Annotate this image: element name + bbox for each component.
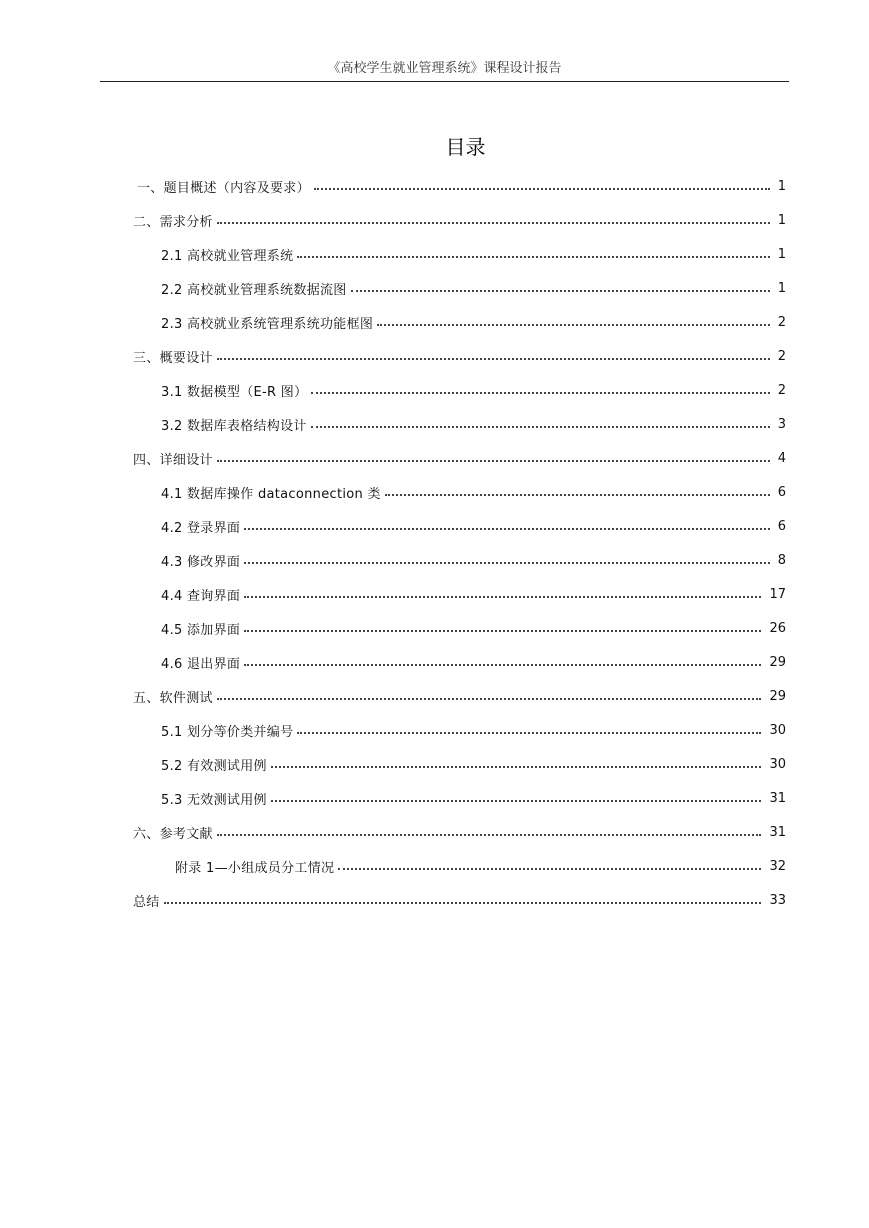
toc-entry-page: 33: [769, 892, 786, 908]
toc-entry[interactable]: [161, 244, 786, 264]
toc-entry-label: 五、软件测试: [133, 690, 213, 706]
toc-entry[interactable]: [161, 754, 786, 774]
running-header: 《高校学生就业管理系统》课程设计报告: [327, 61, 562, 76]
toc-entry-label: 3.2 数据库表格结构设计: [161, 418, 307, 434]
dot-leader: [385, 490, 770, 496]
toc-entry-label: 3.1 数据模型（E-R 图）: [161, 384, 308, 400]
toc-entry[interactable]: [161, 414, 786, 434]
toc-entry[interactable]: [133, 346, 786, 366]
toc-entry[interactable]: [175, 856, 786, 876]
toc-entry-page: 3: [777, 416, 786, 432]
dot-leader: [271, 762, 762, 768]
toc-entry[interactable]: [161, 720, 786, 740]
toc-entry-label: 2.2 高校就业管理系统数据流图: [161, 282, 347, 298]
toc-entry-label: 四、详细设计: [133, 452, 213, 468]
toc-entry[interactable]: [161, 584, 786, 604]
toc-entry-label: 5.1 划分等价类并编号: [161, 724, 294, 740]
toc-entry-label: 总结: [133, 894, 160, 910]
toc-entry-page: 26: [769, 620, 786, 636]
toc-entry-page: 8: [777, 552, 786, 568]
toc-entry-label: 5.2 有效测试用例: [161, 758, 267, 774]
dot-leader: [351, 286, 770, 292]
toc-entry-label: 4.5 添加界面: [161, 622, 241, 638]
toc-entry[interactable]: [161, 652, 786, 672]
toc-entry-label: 4.4 查询界面: [161, 588, 241, 604]
dot-leader: [297, 252, 769, 258]
toc-entry-label: 一、题目概述（内容及要求）: [137, 180, 310, 196]
toc-entry-label: 2.3 高校就业系统管理系统功能框图: [161, 316, 374, 332]
dot-leader: [377, 320, 770, 326]
toc-entry-page: 32: [769, 858, 786, 874]
toc-entry[interactable]: [161, 618, 786, 638]
toc-entry-page: 2: [777, 314, 786, 330]
dot-leader: [244, 524, 770, 530]
dot-leader: [244, 592, 761, 598]
dot-leader: [311, 422, 770, 428]
toc-entry-page: 4: [777, 450, 786, 466]
dot-leader: [164, 898, 762, 904]
toc-entry[interactable]: [133, 686, 786, 706]
dot-leader: [311, 388, 769, 394]
toc-entry-page: 1: [777, 212, 786, 228]
toc-entry[interactable]: [133, 210, 786, 230]
toc-entry[interactable]: [161, 550, 786, 570]
toc-entry-page: 2: [777, 348, 786, 364]
toc-entry[interactable]: [133, 448, 786, 468]
toc-entry-label: 2.1 高校就业管理系统: [161, 248, 294, 264]
dot-leader: [271, 796, 762, 802]
toc-entry-label: 4.3 修改界面: [161, 554, 241, 570]
toc-entry-label: 六、参考文献: [133, 826, 213, 842]
toc-entry[interactable]: [137, 176, 786, 196]
toc-entry-label: 5.3 无效测试用例: [161, 792, 267, 808]
toc-entry[interactable]: [133, 822, 786, 842]
toc-entry-page: 31: [769, 824, 786, 840]
toc-entry-page: 1: [777, 280, 786, 296]
toc-entry[interactable]: [161, 788, 786, 808]
toc-entry-page: 30: [769, 722, 786, 738]
toc-entry-label: 4.1 数据库操作 dataconnection 类: [161, 486, 381, 502]
toc-entry-page: 29: [769, 688, 786, 704]
toc-entry[interactable]: [161, 482, 786, 502]
dot-leader: [297, 728, 761, 734]
toc-entry-page: 6: [777, 484, 786, 500]
toc-entry-page: 31: [769, 790, 786, 806]
toc-entry-page: 29: [769, 654, 786, 670]
toc-entry-page: 30: [769, 756, 786, 772]
toc-entry-label: 附录 1—小组成员分工情况: [175, 860, 335, 876]
toc-entry-page: 1: [777, 246, 786, 262]
toc-entry-label: 4.6 退出界面: [161, 656, 241, 672]
toc-entry-label: 三、概要设计: [133, 350, 213, 366]
dot-leader: [217, 694, 762, 700]
dot-leader: [338, 864, 761, 870]
toc-entry[interactable]: [161, 312, 786, 332]
toc-entry[interactable]: [161, 278, 786, 298]
toc-entry-page: 6: [777, 518, 786, 534]
toc-entry[interactable]: [161, 516, 786, 536]
toc-title: 目录: [445, 135, 486, 159]
dot-leader: [244, 626, 761, 632]
toc-entry-label: 4.2 登录界面: [161, 520, 241, 536]
toc-entry-label: 二、需求分析: [133, 214, 213, 230]
toc-entry-page: 17: [769, 586, 786, 602]
dot-leader: [217, 218, 770, 224]
dot-leader: [244, 558, 770, 564]
dot-leader: [244, 660, 761, 666]
dot-leader: [314, 184, 770, 190]
toc-entry-page: 2: [777, 382, 786, 398]
dot-leader: [217, 354, 770, 360]
toc-entry[interactable]: [133, 890, 786, 910]
toc-entry[interactable]: [161, 380, 786, 400]
header-rule: [100, 81, 789, 82]
dot-leader: [217, 456, 770, 462]
toc-entry-page: 1: [777, 178, 786, 194]
dot-leader: [217, 830, 762, 836]
